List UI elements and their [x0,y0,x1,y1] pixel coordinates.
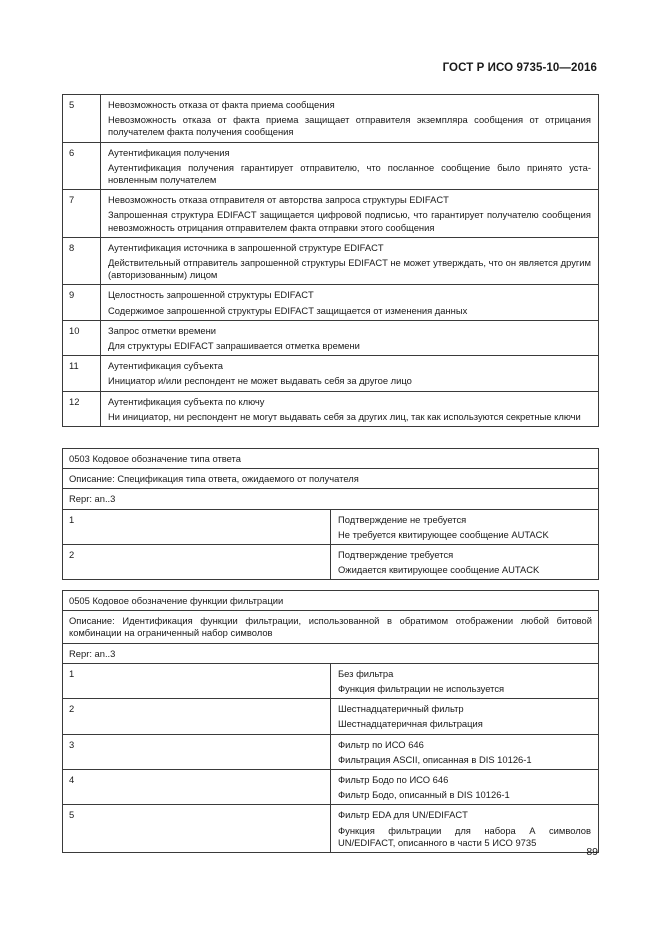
table-row [63,285,599,320]
code-value: 1 [63,663,331,698]
code-entry [101,285,599,320]
code-value: 5 [63,95,101,143]
code-name: Аутентификация получения [108,146,230,158]
code-description: Запрошенная структура EDIFACT защищается цифровой подписью, что гарантирует получателю сообщения невозможность отрицания отправителем факта отправки этого сообщения [108,209,591,233]
response-type-body [63,449,599,510]
filter-function-body [63,591,599,664]
table-row [63,190,599,238]
code-value: 6 [63,142,101,190]
code-value: 5 [63,805,331,853]
table-repr-row [63,643,599,663]
table-row [63,805,599,853]
code-entry [331,545,599,580]
table-heading-row [63,591,599,611]
code-value: 1 [63,509,331,544]
security-service-code-rows [63,95,599,427]
code-name: Аутентификация субъекта [108,360,223,372]
code-description: Ни инициатор, ни респондент не могут выдавать себя за других лиц, так как используются секретные ключи [108,410,581,422]
code-entry [331,805,599,853]
code-description: Аутентификация получения гарантирует отправителю, что посланное сообщение было принято установленным получателем [108,161,591,186]
code-entry [331,734,599,769]
code-description: Фильтр Бодо, описанный в DIS 10126-1 [338,789,510,801]
table-row [63,734,599,769]
table-row [63,356,599,391]
table-row [63,699,599,734]
table-heading-row [63,449,599,469]
code-value: 7 [63,190,101,238]
filter-function-table [62,590,599,853]
code-name: Подтверждение не требуется [338,513,467,525]
code-entry [101,237,599,285]
code-description: Инициатор и/или респондент не может выдавать себя за другое лицо [108,375,412,387]
table-description: Описание: Спецификация типа ответа, ожидаемого от получателя [63,469,599,489]
code-description: Содержимое запрошенной структуры EDIFACT защищается от изменения данных [108,304,468,316]
table-row [63,770,599,805]
response-type-rows [63,509,599,580]
table-repr: Repr: an..3 [63,489,599,509]
table-row [63,320,599,355]
code-name: Невозможность отказа от факта приема сообщения [108,99,335,110]
page-number: 89 [586,846,598,858]
code-name: Фильтр Бодо по ИСО 646 [338,774,449,786]
response-type-table [62,448,599,580]
table-heading: 0505 Кодовое обозначение функции фильтрации [63,591,599,611]
code-entry [101,356,599,391]
code-entry [101,320,599,355]
code-description: Не требуется квитирующее сообщение AUTACK [338,528,549,540]
code-name: Аутентификация источника в запрошенной структуре EDIFACT [108,241,384,253]
code-description: Невозможность отказа от факта приема защищает отправителя экземпляра сообщения от отрицания получателем факта получения сообщения [108,114,591,138]
table-row [63,391,599,426]
table-description [63,611,599,643]
table-repr: Repr: an..3 [63,643,599,663]
table-row [63,663,599,698]
code-value: 3 [63,734,331,769]
code-name: Целостность запрошенной структуры EDIFACT [108,289,314,301]
code-name: Фильтр EDA для UN/EDIFACT [338,809,468,821]
code-value: 8 [63,237,101,285]
document-header: ГОСТ Р ИСО 9735-10—2016 [442,62,597,74]
code-description: Функция фильтрации не используется [338,683,505,695]
code-entry [331,770,599,805]
code-value: 4 [63,770,331,805]
code-description: Ожидается квитирующее сообщение AUTACK [338,564,540,576]
code-description: Шестнадцатеричная фильтрация [338,718,483,730]
code-entry [101,391,599,426]
table-description-text: Описание: Идентификация функции фильтрации, использованной в обратимом отображении любой битовой комбинации на ограниченный набор символов [69,615,592,639]
code-value: 2 [63,545,331,580]
table-description-row [63,469,599,489]
table-row [63,545,599,580]
code-entry [101,190,599,238]
table-heading: 0503 Кодовое обозначение типа ответа [63,449,599,469]
table-row [63,95,599,143]
code-description: Функция фильтрации для набора А символов UN/EDIFACT, описанного в части 5 ИСО 9735 [338,824,591,848]
code-value: 12 [63,391,101,426]
code-name: Шестнадцатеричный фильтр [338,703,464,715]
code-entry [331,699,599,734]
code-name: Без фильтра [338,667,394,679]
code-value: 9 [63,285,101,320]
code-name: Подтверждение требуется [338,549,454,561]
code-entry [331,509,599,544]
code-entry [331,663,599,698]
table-row [63,509,599,544]
table-description-row [63,611,599,643]
table-row [63,237,599,285]
code-name: Фильтр по ИСО 646 [338,738,424,750]
table-row [63,142,599,190]
table-repr-row [63,489,599,509]
code-entry [101,142,599,190]
code-value: 2 [63,699,331,734]
code-name: Аутентификация субъекта по ключу [108,395,265,407]
code-value: 10 [63,320,101,355]
code-description: Действительный отправитель запрошенной структуры EDIFACT не может утверждать, что он является другим (авторизованным) лицом [108,257,591,281]
code-entry [101,95,599,143]
code-description: Для структуры EDIFACT запрашивается отметка времени [108,340,360,352]
code-value: 11 [63,356,101,391]
code-name: Невозможность отказа отправителя от авторства запроса структуры EDIFACT [108,194,449,206]
code-description: Фильтрация ASCII, описанная в DIS 10126-1 [338,753,532,765]
filter-function-rows [63,663,599,852]
code-name: Запрос отметки времени [108,324,217,336]
security-service-code-table [62,94,599,427]
